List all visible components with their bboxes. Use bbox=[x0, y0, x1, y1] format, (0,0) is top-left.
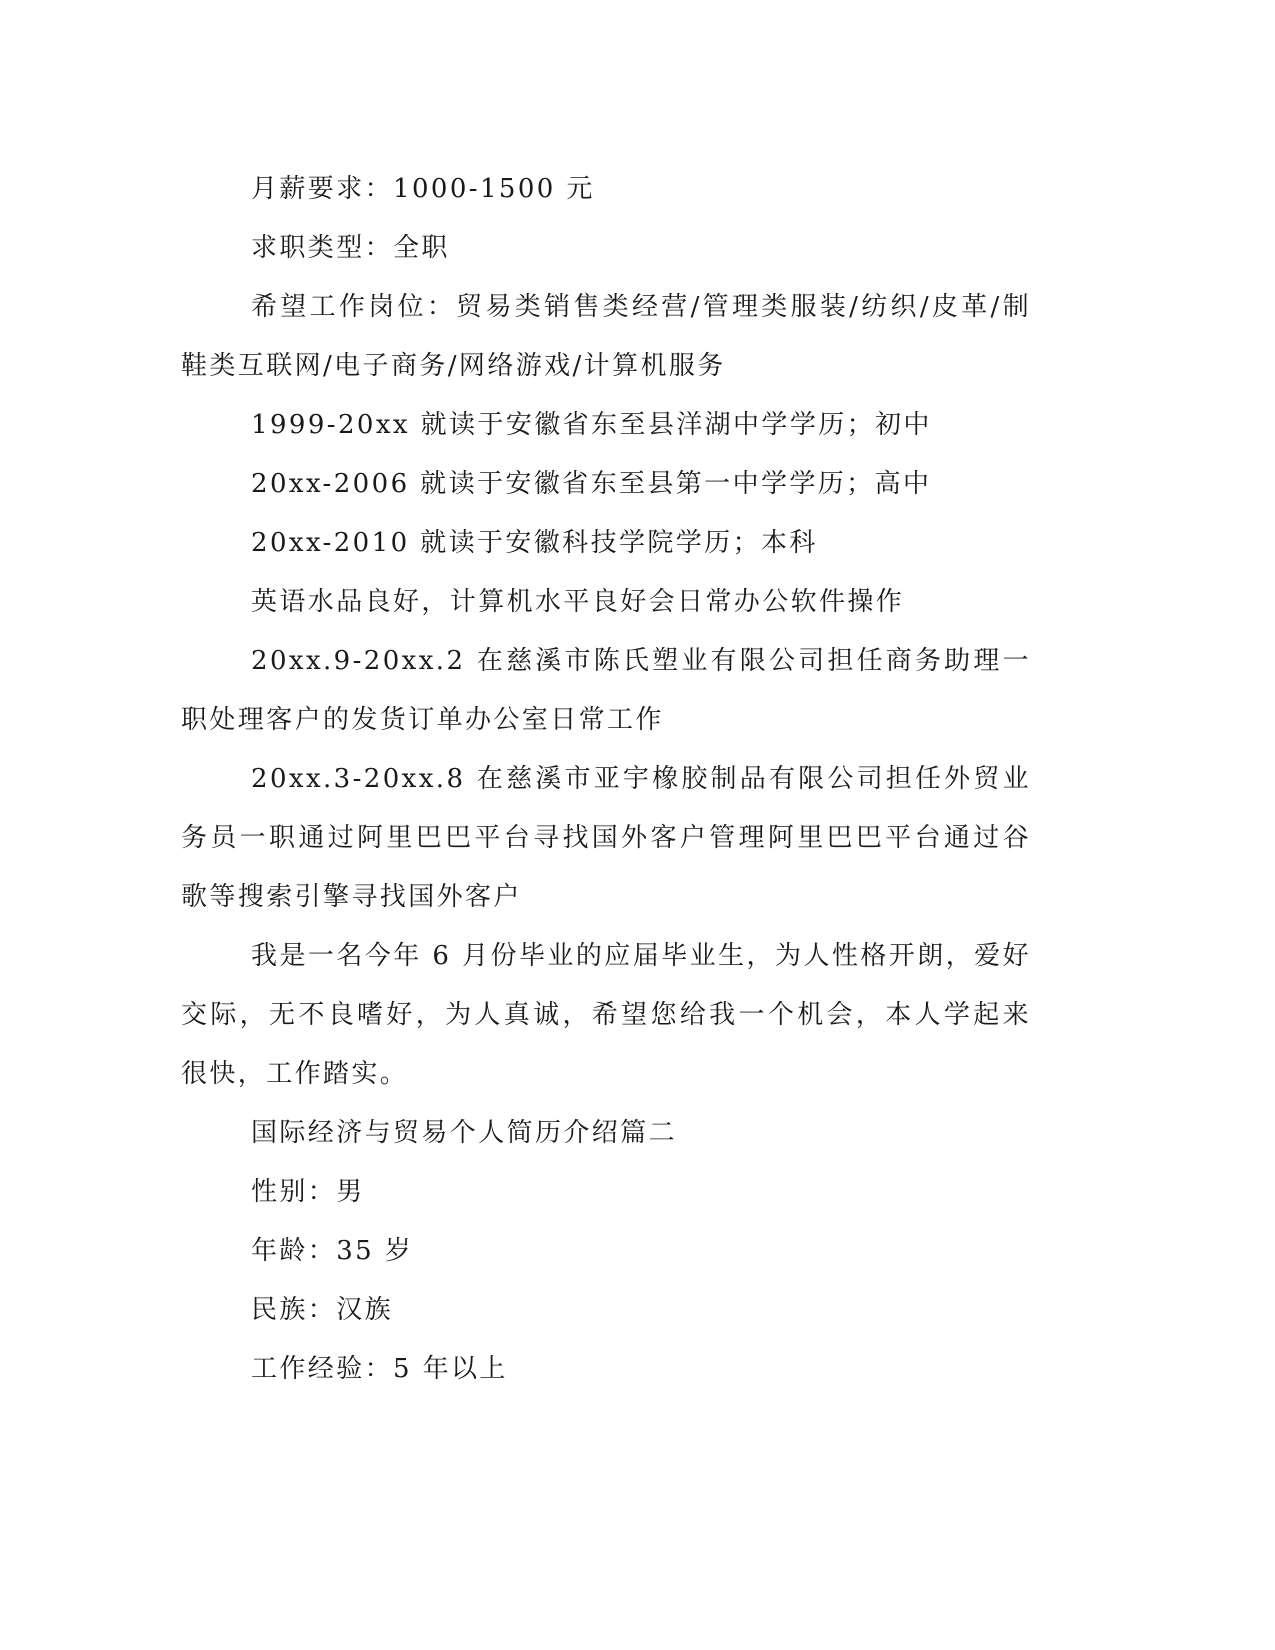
work-experience-2: 20xx.3-20xx.8 在慈溪市亚宇橡胶制品有限公司担任外贸业务员一职通过阿里巴巴平台寻找国外客户管理阿里巴巴平台通过谷歌等搜索引擎寻找国外客户 bbox=[181, 764, 1031, 912]
education-middle-school: 1999-20xx 就读于安徽省东至县洋湖中学学历；初中 bbox=[251, 410, 932, 440]
education-university: 20xx-2010 就读于安徽科技学院学历；本科 bbox=[251, 528, 818, 558]
education-high-school: 20xx-2006 就读于安徽省东至县第一中学学历；高中 bbox=[251, 469, 932, 499]
gender: 性别：男 bbox=[251, 1177, 365, 1207]
self-evaluation: 我是一名今年 6 月份毕业的应届毕业生，为人性格开朗，爱好交际，无不良嗜好，为人真诚，希望您给我一个机会，本人学起来很快，工作踏实。 bbox=[181, 941, 1031, 1089]
work-years: 工作经验：5 年以上 bbox=[251, 1354, 508, 1384]
desired-positions: 希望工作岗位：贸易类销售类经营/管理类服装/纺织/皮革/制鞋类互联网/电子商务/网络游戏/计算机服务 bbox=[181, 292, 1031, 381]
work-experience-1: 20xx.9-20xx.2 在慈溪市陈氏塑业有限公司担任商务助理一职处理客户的发货订单办公室日常工作 bbox=[181, 646, 1031, 735]
age: 年龄：35 岁 bbox=[251, 1236, 414, 1266]
salary-requirement: 月薪要求：1000-1500 元 bbox=[251, 174, 595, 204]
document-body bbox=[181, 160, 1031, 1399]
section-heading: 国际经济与贸易个人简历介绍篇二 bbox=[251, 1118, 678, 1148]
job-type: 求职类型：全职 bbox=[251, 233, 450, 263]
skills: 英语水品良好，计算机水平良好会日常办公软件操作 bbox=[251, 587, 905, 617]
ethnicity: 民族：汉族 bbox=[251, 1295, 394, 1325]
